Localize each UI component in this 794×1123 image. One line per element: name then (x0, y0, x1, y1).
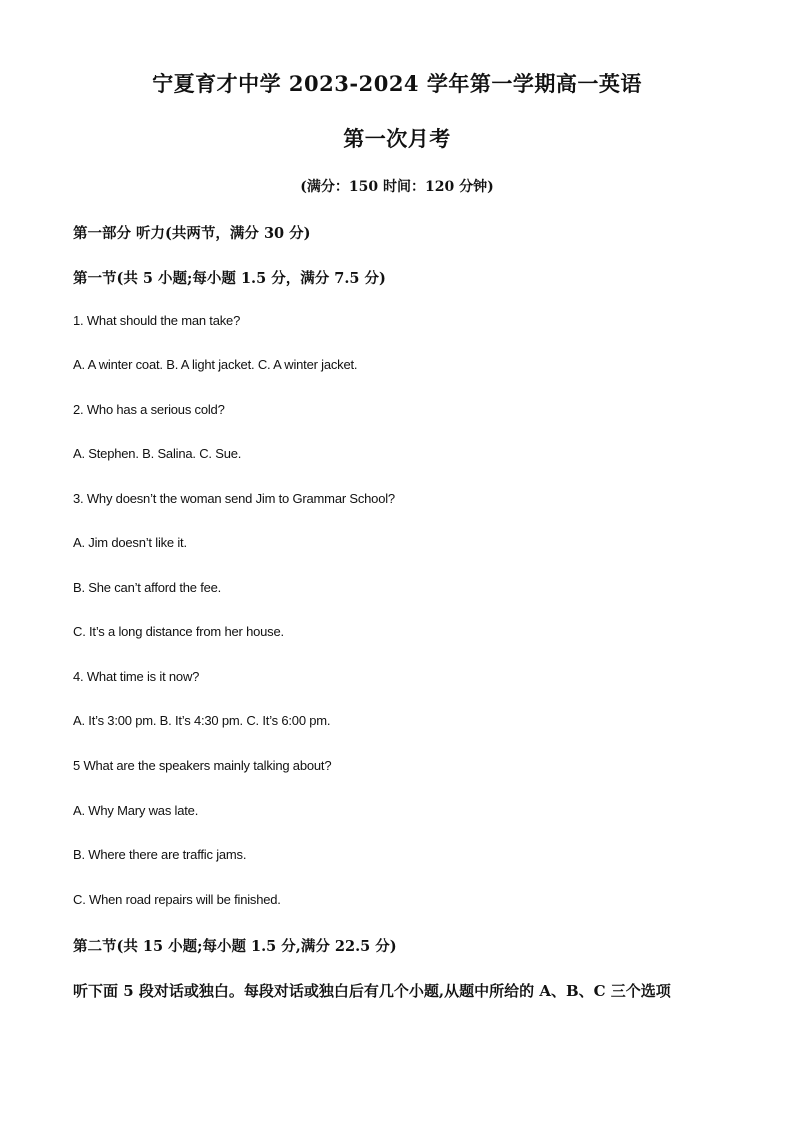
score-time-info: (满分：150 时间：120 分钟) (300, 179, 494, 195)
question-4-options: A. It’s 3:00 pm. B. It’s 4:30 pm. C. It’s 6:00 pm. (73, 713, 331, 728)
question-3-option-a: A. Jim doesn’t like it. (73, 535, 187, 550)
question-3-option-c: C. It’s a long distance from her house. (73, 624, 284, 639)
question-1-options: A. A winter coat. B. A light jacket. C. A winter jacket. (73, 357, 358, 372)
question-1: 1. What should the man take? (73, 313, 241, 328)
exam-subtitle: 第一次月考 (343, 126, 451, 151)
question-5-option-a: A. Why Mary was late. (73, 803, 199, 818)
question-5: 5 What are the speakers mainly talking about? (73, 758, 332, 773)
question-5-option-b: B. Where there are traffic jams. (73, 847, 247, 862)
question-5-option-c: C. When road repairs will be finished. (73, 892, 281, 907)
question-4: 4. What time is it now? (73, 669, 200, 684)
section2-heading: 第二节(共 15 小题;每小题 1.5 分,满分 22.5 分) (73, 938, 397, 955)
question-2-options: A. Stephen. B. Salina. C. Sue. (73, 446, 242, 461)
question-3-option-b: B. She can’t afford the fee. (73, 580, 222, 595)
question-2: 2. Who has a serious cold? (73, 402, 225, 417)
section1-heading: 第一节(共 5 小题;每小题 1.5 分，满分 7.5 分) (73, 270, 386, 287)
part1-heading: 第一部分 听力(共两节，满分 30 分) (73, 225, 311, 242)
question-3: 3. Why doesn’t the woman send Jim to Grammar School? (73, 491, 395, 506)
exam-title: 宁夏育才中学 2023-2024 学年第一学期高一英语 (152, 71, 642, 96)
section2-instruction: 听下面 5 段对话或独白。每段对话或独白后有几个小题,从题中所给的 A、B、C 三个选项 (73, 982, 671, 1000)
